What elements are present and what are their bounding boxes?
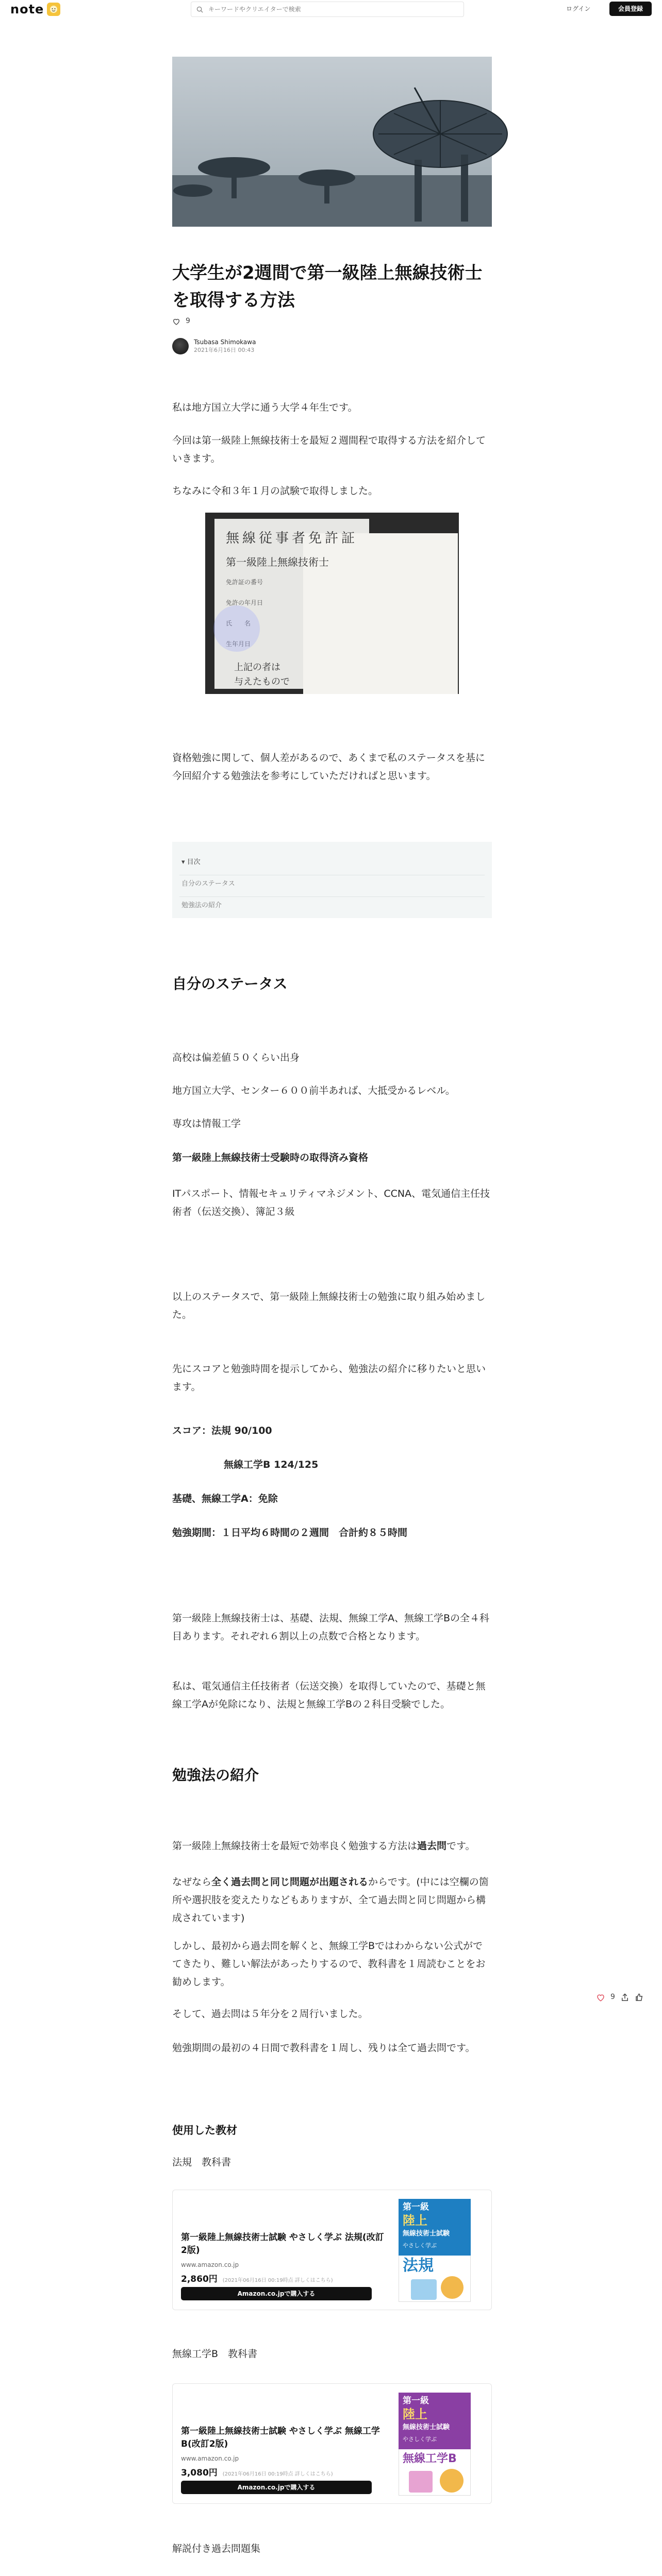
- heart-outline-icon[interactable]: [172, 317, 180, 326]
- materials-label-law: 法規 教科書: [172, 2157, 231, 2168]
- method-paragraph-1: 第一級陸上無線技術士を最短で効率良く勉強する方法は過去問です。: [172, 1840, 475, 1852]
- book-title[interactable]: 第一級陸上無線技術士試験 やさしく学ぶ 法規(改訂2版): [181, 2232, 384, 2256]
- signup-button[interactable]: 会員登録: [609, 2, 652, 16]
- search-input[interactable]: [208, 6, 451, 13]
- publish-date: 2021年6月16日 00:43: [194, 346, 255, 353]
- qualifications-heading: 第一級陸上無線技術士受験時の取得済み資格: [172, 1152, 369, 1163]
- score-exemption: 基礎、無線工学A：免除: [172, 1493, 278, 1504]
- materials-label-engb: 無線工学B 教科書: [172, 2348, 258, 2360]
- book-cover-engineering-b: [399, 2393, 471, 2496]
- cover-series: 第一級: [403, 2396, 429, 2406]
- status-line-3: 専攻は情報工学: [172, 1118, 241, 1129]
- login-link[interactable]: ログイン: [566, 5, 591, 12]
- section-heading-status: 自分のステータス: [172, 975, 288, 992]
- hero-image-satellite-dishes: [172, 57, 492, 227]
- disclaimer-paragraph: 資格勉強に関して、個人差があるので、あくまで私のステータスを基に今回紹介する勉強法を参考にしていただければと思います。: [172, 752, 485, 782]
- certificate-footer: 上記の者は: [234, 662, 280, 673]
- method-paragraph-2: なぜなら全く過去問と同じ問題が出題されるからです。(中には空欄の箇所や選択肢を変えたりなどもありますが、全て過去問と同じ問題から構成されています): [172, 1876, 489, 1924]
- book-price: 2,860円: [181, 2274, 218, 2284]
- like-thumb-icon[interactable]: [635, 1993, 644, 2002]
- status-summary: 以上のステータスで、第一級陸上無線技術士の勉強に取り組み始めました。: [172, 1291, 486, 1321]
- materials-label-past: 解説付き過去問題集: [172, 2543, 261, 2554]
- cover-exam: 無線技術士試験: [403, 2424, 450, 2431]
- toc-item-status[interactable]: 自分のステータス: [181, 880, 235, 888]
- cover-land: 陸上: [403, 2407, 427, 2421]
- note-logo[interactable]: [10, 2, 60, 16]
- share-icon[interactable]: [620, 1993, 630, 2002]
- cover-sub: やさしく学ぶ: [403, 2242, 437, 2249]
- price-note: (2021年06月16日 00:19時点 詳しくはこちら): [222, 2278, 333, 2283]
- search-icon: [196, 6, 203, 13]
- book-domain: www.amazon.co.jp: [181, 2455, 239, 2462]
- study-period: 勉強期間：１日平均６時間の２週間 合計約８５時間: [172, 1527, 408, 1538]
- certificate-row-4: 生年月日: [226, 640, 251, 648]
- cover-series: 第一級: [403, 2202, 429, 2212]
- book-card-engineering-b[interactable]: [172, 2383, 492, 2504]
- method-paragraph-4: そして、過去問は５年分を２周行いました。: [172, 2008, 368, 2020]
- author-avatar[interactable]: [172, 338, 189, 354]
- certificate-row-3: 氏 名: [226, 620, 251, 627]
- toc-item-method[interactable]: 勉強法の紹介: [181, 902, 222, 909]
- top-navigation-bar: [0, 0, 662, 19]
- mascot-badge-icon: [47, 3, 60, 16]
- intro-paragraph-3: ちなみに令和３年１月の試験で取得しました。: [172, 485, 378, 497]
- chevron-down-icon: ▾: [181, 858, 185, 866]
- section-heading-method: 勉強法の紹介: [172, 1767, 259, 1784]
- toc-toggle[interactable]: [181, 856, 201, 869]
- heart-icon[interactable]: [596, 1993, 605, 2002]
- exam-info-paragraph: 第一級陸上無線技術士は、基礎、法規、無線工学A、無線工学Bの全４科目あります。それぞれ６割以上の点数で合格となります。: [172, 1613, 490, 1642]
- amazon-buy-button[interactable]: Amazon.co.jpで購入する: [181, 2287, 372, 2300]
- certificate-subheading: 第一級陸上無線技術士: [226, 556, 329, 568]
- status-line-1: 高校は偏差値５０くらい出身: [172, 1052, 300, 1063]
- certificate-row-2: 免許の年月日: [226, 599, 263, 606]
- qualifications-list: ITパスポート、情報セキュリティマネジメント、CCNA、電気通信主任技術者（伝送交換）、簿記３級: [172, 1188, 490, 1218]
- cover-land: 陸上: [403, 2213, 427, 2228]
- intro-paragraph-1: 私は地方国立大学に通う大学４年生です。: [172, 402, 358, 413]
- floating-reaction-bar: [596, 1990, 644, 2005]
- cover-big: 法規: [403, 2257, 434, 2275]
- price-note: (2021年06月16日 00:19時点 詳しくはこちら): [222, 2471, 333, 2477]
- cover-exam: 無線技術士試験: [403, 2230, 450, 2238]
- certificate-heading: 無線従事者免許証: [226, 531, 358, 546]
- search-box[interactable]: [191, 2, 464, 17]
- author-name[interactable]: Tsubasa Shimokawa: [194, 338, 256, 346]
- book-cover-law: [399, 2199, 471, 2302]
- table-of-contents: [172, 842, 492, 918]
- book-price: 3,080円: [181, 2468, 218, 2478]
- book-title[interactable]: 第一級陸上無線技術士試験 やさしく学ぶ 無線工学B(改訂2版): [181, 2426, 380, 2449]
- method-paragraph-3: しかし、最初から過去問を解くと、無線工学Bではわからない公式がでてきたり、難しい解法があったりするので、教科書を１周読むことをお勧めします。: [172, 1940, 486, 1988]
- certificate-row-1: 免許証の番号: [226, 579, 263, 586]
- materials-heading: 使用した教材: [172, 2124, 237, 2137]
- like-count: 9: [186, 317, 190, 326]
- score-intro: 先にスコアと勉強時間を提示してから、勉強法の紹介に移りたいと思います。: [172, 1363, 486, 1393]
- method-paragraph-5: 勉強期間の最初の４日間で教科書を１周し、残りは全て過去問です。: [172, 2042, 475, 2054]
- like-counter-top: [172, 315, 190, 328]
- floating-like-count: 9: [610, 1993, 615, 2002]
- certificate-footer-2: 与えたもので: [234, 676, 290, 687]
- score-engineering-b: 無線工学B 124/125: [224, 1459, 319, 1470]
- book-domain: www.amazon.co.jp: [181, 2261, 239, 2268]
- status-line-2: 地方国立大学、センター６００前半あれば、大抵受かるレベル。: [172, 1085, 455, 1096]
- license-certificate-photo: [205, 513, 459, 694]
- author-info[interactable]: [172, 336, 256, 357]
- cover-big: 無線工学B: [403, 2452, 457, 2465]
- logo-text: note: [10, 2, 44, 16]
- intro-paragraph-2: 今回は第一級陸上無線技術士を最短２週間程で取得する方法を紹介していきます。: [172, 435, 486, 465]
- article-title: 大学生が2週間で第一級陸上無線技術士を取得する方法: [172, 263, 483, 311]
- exemption-paragraph: 私は、電気通信主任技術者（伝送交換）を取得していたので、基礎と無線工学Aが免除になり、法規と無線工学Bの２科目受験でした。: [172, 1681, 486, 1710]
- book-card-law[interactable]: [172, 2190, 492, 2310]
- amazon-buy-button[interactable]: Amazon.co.jpで購入する: [181, 2481, 372, 2494]
- score-law: スコア：法規 90/100: [172, 1425, 272, 1436]
- cover-sub: やさしく学ぶ: [403, 2436, 437, 2443]
- toc-label: 目次: [187, 858, 201, 866]
